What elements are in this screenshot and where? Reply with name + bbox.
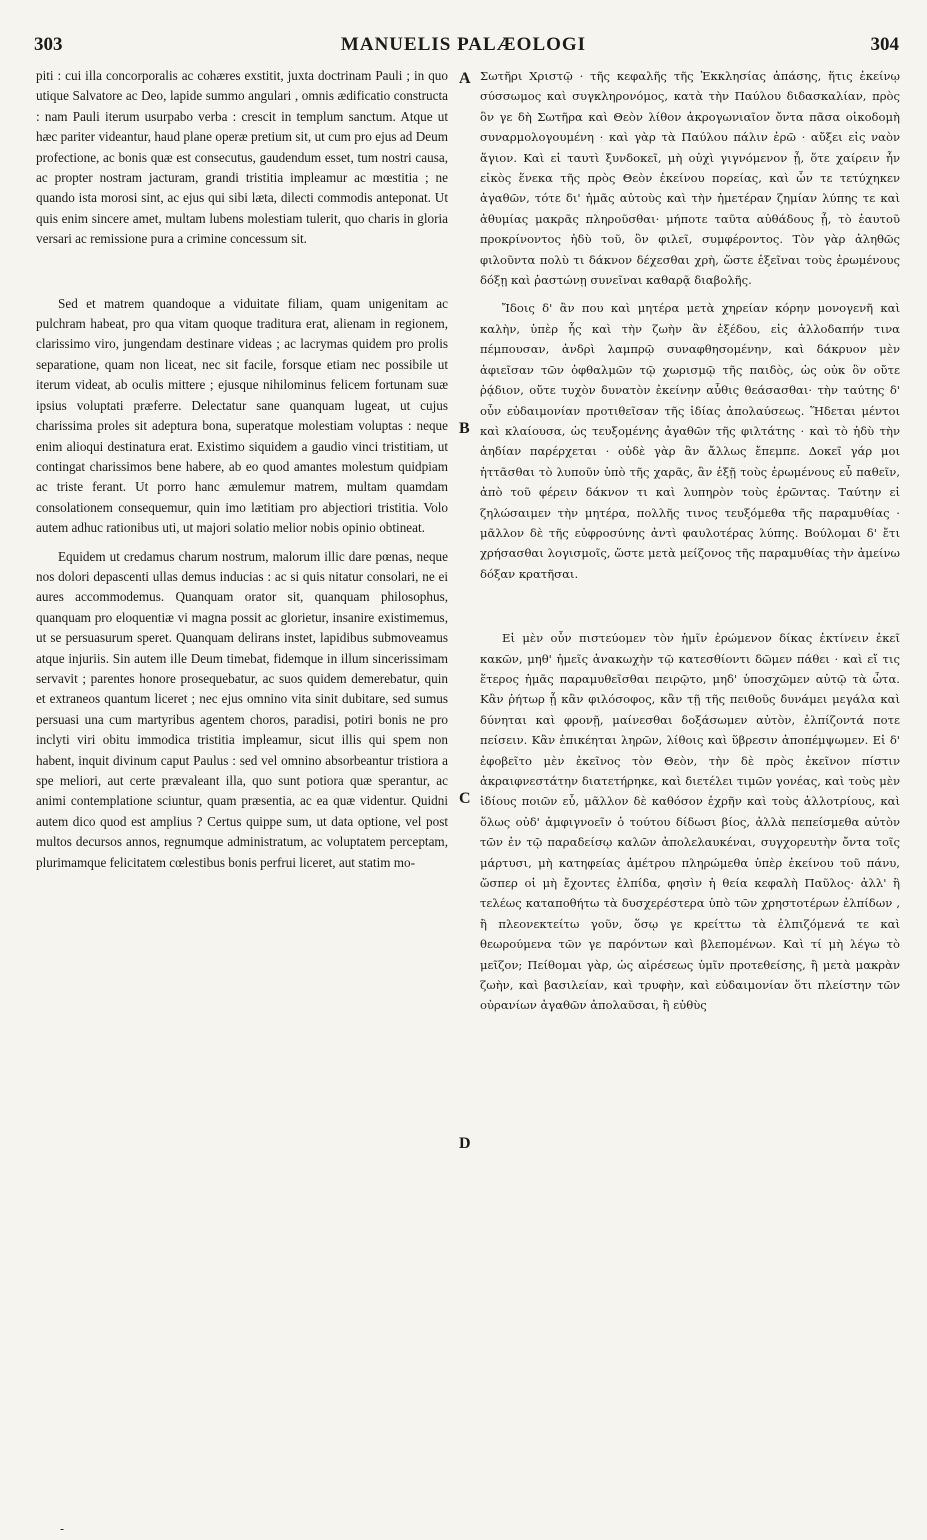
latin-paragraph-1: piti : cui illa concorporalis ac cohæres exstitit, juxta doctrinam Pauli ; in quo utique Salvatore ac Deo, lapide summo angulari , omnis ædificatio constructa : nam Pauli iterum usurpabo verba : crescit in templum sanctum. Atque ut hæc pariter videantur, haud plane operæ pretium sit, ut cum pro ejus ad Deum profectione, ac bonis quæ est consecutus, gaudendum esset, tum nostri causa, ac propter nostram jacturam, grandi tristitia impleamur ac mœstitia ; ne quando ista morosi sint, ac ejus qui sibi læta, dilecti commodis anteponat. Ut quis enim sincere amet, multam lubens molestiam tulerit, quo charis in gloria versari ac remissione pura a crimine concessum sit. <box>36 68 448 247</box>
margin-letter-d: D <box>459 1135 471 1152</box>
latin-paragraph-3: Equidem ut credamus charum nostrum, malorum illic dare pœnas, neque nos dolori depascenti ullas demus inducias : ac si quis nitatur consolari, ne ei aures accommodemus. Quanquam orator sit, quanquam philosophus, quanquam pro eloquentiæ vi magna possit ac glorietur, insanire existimemus, ut se persuasurum speret. Quanquam delirans instet, lapidibus submoveamus atque injuriis. Sin autem ille Deum timebat, fidemque in illum sincerissimam servavit ; parentes honore prosequebatur, ac suos quidem demerebatur, quin et extraneos quantum liceret ; nec ejus omnino vita sinit dubitare, sed sumus persuasi una cum martyribus agentem choros, paradisi, potiri bonis ne pro inclyti viri obitu immodica tristitia impleamur, sicut illis qui spem non habent, inquit divinum caput Paulus : sed vel omnino absorbeantur tristiora a spe meliori, aut certe prævaleant illa, quo sunt potiora quæ sperantur, ac animi contemplatione sciuntur, quam præsentia, ac ea quæ videntur. Quidni autem dico quod est amplius ? Certus quippe sum, ut data optione, vel post multos decursos annos, regnumque administratum, ac voluptatem perceptam, plurimamque felicitatem cœlestibus bonis perfrui liceret, aut statim mo- <box>36 548 448 870</box>
margin-letter-a: A <box>459 70 471 87</box>
latin-paragraph-2: Sed et matrem quandoque a viduitate filiam, quam unigenitam ac pulchram habeat, pro qua vitam quoque traditura erat, alienam in regionem, clarissimo viro, jungendam destinare videas ; ac lacrymas quidem pro prolis separatione, quam non liceat, nec sit facile, forsque etiam nec possibile ut iterum videat, ab oculis mittere ; ejusque nihilominus felicem fortunam suæ ipsius voluptati præferre. Delectatur sane quanquam lugeat, ut cujus charissima proles sit adeptura bona, superatque molestiam voluptas : neque enim alioqui destinatura erat. Existimo siquidem a gaudio vinci tristitiam, ut contingat charissimos bene habere, ab eo quod amantes molestum quidpiam ac triste ferant. Ut porro hanc æmulemur matrem, multam quamdam consolationem consequemur, quin imo lætitiam pro abjectiori tristitia. Volo autem adhuc rationibus uti, ut majori solatio melior nobis opinio obtineat. <box>36 295 448 536</box>
left-page-number: 303 <box>34 34 63 55</box>
greek-column <box>480 66 900 1016</box>
margin-letter-c: C <box>459 790 471 807</box>
greek-paragraph-2: Ἴδοις δ' ἂν που καὶ μητέρα μετὰ χηρείαν κόρην μονογενῆ καὶ καλὴν, ὑπὲρ ἧς καὶ τὴν ζωὴν ἂν ἐξέδου, εἰς ἀλλοδαπήν τινα πέμπουσαν, ἀνδρὶ λαμπρῷ συναφθησομένην, καὶ δάκρυον μὲν ἀφιεῖσαν τῶν ὀφθαλμῶν τῷ χωρισμῷ τῆς παιδὸς, ὡς οὐκ ὂν οὔτε ῥᾴδιον, οὔτε τυχὸν δυνατὸν ἐκείνην αὖθις θεάσασθαι· τὴν ταύτης δ' οὖν εὐδαιμονίαν προτιθεῖσαν τῆς ἰδίας ἀπολαύσεως. Ἥδεται μέντοι καὶ κλαίουσα, ὡς τευξομένης ἀγαθῶν τῆς φιλτάτης · καὶ τὸ ἡδὺ τὴν ἀηδίαν παρέρχεται · οὐδὲ γὰρ ἂν ἄλλως ἔπεμπε. Δοκεῖ γάρ μοι ἡττᾶσθαι τὸ λυποῦν ὑπὸ τῆς χαρᾶς, ἂν ἐξῇ τοὺς ἐρωμένους εὖ παθεῖν, ἀπὸ τοῦ φέρειν δάκνον τι καὶ λυπηρὸν τοὺς ἐρῶντας. Ταύτην εἰ ζηλώσαιμεν τὴν μητέρα, πολλῆς τινος τευξόμεθα τῆς παραμυθίας · μᾶλλον δὲ τῆς εὐφροσύνης ἀντὶ φαυλοτέρας λύπης. Βούλομαι δ' ἔτι χρήσασθαι λογισμοῖς, ὥστε μετὰ μείζονος τῆς παραμυθίας τὴν ἀμείνω δόξαν κρατῆσαι. <box>480 301 900 581</box>
greek-paragraph-1: Σωτῆρι Χριστῷ · τῆς κεφαλῆς τῆς Ἐκκλησίας ἁπάσης, ἥτις ἐκείνῳ σύσσωμος καὶ συγκληρονόμος, κατὰ τὴν Παύλου διδασκαλίαν, πρὸς ὃν γε δὴ Σωτῆρα καὶ Θεὸν λίθον ἀκρογωνιαῖον ὄντα πᾶσα οἰκοδομὴ συναρμολογουμένη · καὶ γὰρ τὰ Παύλου πάλιν ἐρῶ · αὔξει εἰς ναὸν ἅγιον. Καὶ εἰ ταυτὶ ξυνδοκεῖ, μὴ οὐχὶ γιγνόμενον ᾖ, ὅτε χαίρειν ἦν εἰκὸς ἕνεκα τῆς πρὸς Θεὸν ἐκείνου πορείας, καὶ ὧν τε τετύχηκεν ἀγαθῶν, τότε δι' ἡμᾶς αὐτοὺς καὶ τὴν ἡμετέραν ζημίαν λύπης τε καὶ ἀθυμίας μακρᾶς πληροῦσθαι· μήποτε ταῦτα αὐθάδους ᾖ, τὸ ἑαυτοῦ προκρίνοντος ἡδὺ τοῦ, ὃν φιλεῖ, συμφέροντος. Τὸν γὰρ ἀληθῶς φιλοῦντα πολὺ τι δάκνον δέχεσθαι χρὴ, ὥστε ἐξεῖναι τοὺς ἐρωμένους δόξῃ καὶ ῥαστώνῃ συνεῖναι καθαρᾷ διαβολῆς. <box>480 69 900 288</box>
footer-mark: - <box>60 1522 65 1536</box>
running-title: MANUELIS PALÆOLOGI <box>340 34 587 55</box>
latin-column <box>36 66 448 873</box>
page-header <box>0 34 927 60</box>
margin-letter-b: B <box>459 420 470 437</box>
greek-paragraph-3: Εἰ μὲν οὖν πιστεύομεν τὸν ἡμῖν ἐρώμενον δίκας ἐκτίνειν ἐκεῖ κακῶν, μηθ' ἡμεῖς ἀνακωχὴν τῷ κατεσθίοντι δῶμεν πάθει · καὶ εἴ τις ἕτερος ἡμᾶς παραμυθεῖσθαι πειρῷτο, μηδ' ὑποσχῶμεν αὐτῷ τὰ ὦτα. Κἂν ῥήτωρ ᾖ κἂν φιλόσοφος, κἂν τῇ τῆς πειθοῦς δυνάμει μεγάλα καὶ δύνηται καὶ φρονῇ, μαίνεσθαι δοξάσωμεν αὐτὸν, ἐλπίζοντά ποτε πείσειν. Κἂν ἐπικέηται ληρῶν, λίθοις καὶ ὕβρεσιν ἀποπέμψωμεν. Εἰ δ' ἐφοβεῖτο μὲν ἐκεῖνος τὸν Θεὸν, τὴν δὲ πρὸς ἐκεῖνον πίστιν ἀκραιφνεστάτην διατετήρηκε, καὶ διετέλει τιμῶν γονέας, καὶ τοὺς μὲν ἰδίους ποιῶν εὖ, μᾶλλον δὲ καθόσον ἐχρῆν καὶ τοὺς ἀλλοτρίους, καὶ ὅλως οὐδ' ἀμφιγνοεῖν ὁ τούτου δίδωσι βίος, ἀλλὰ πεπείσμεθα αὐτὸν τῶν ἐν τῷ παραδείσῳ καλῶν ἀπολελαυκέναι, συγχορευτὴν ὄντα τοῖς μάρτυσι, μὴ κατηφείας ἀμέτρου πληρώμεθα ὑπὲρ ἐκείνου τοῦ πάνυ, ὥσπερ οἱ μὴ ἔχοντες ἐλπίδα, φησὶν ἡ θεία κεφαλὴ Παῦλος· ἀλλ' ἢ τελέως καταποθήτω τὰ δυσχερέστερα ὑπὸ τῶν χρηστοτέρων ἐλπίδων , ἢ πλεονεκτείτω γοῦν, ὅσῳ γε κρείττω τὰ ἐλπιζόμενά τε καὶ θεωρούμενα τῶν γε παρόντων καὶ βλεπομένων. Καὶ τί μὴ λέγω τὸ μεῖζον; Πείθομαι γὰρ, ὡς αἱρέσεως ὑμῖν προτεθείσης, ἢ μετὰ μακρὰν ζωὴν, καὶ βασιλείαν, καὶ τρυφὴν, καὶ εὐδαιμονίαν ὅτι πλείστην τῶν οὐρανίων ἀγαθῶν ἀπολαῦσαι, ἢ εὐθὺς <box>480 631 900 1013</box>
right-page-number: 304 <box>870 34 899 55</box>
